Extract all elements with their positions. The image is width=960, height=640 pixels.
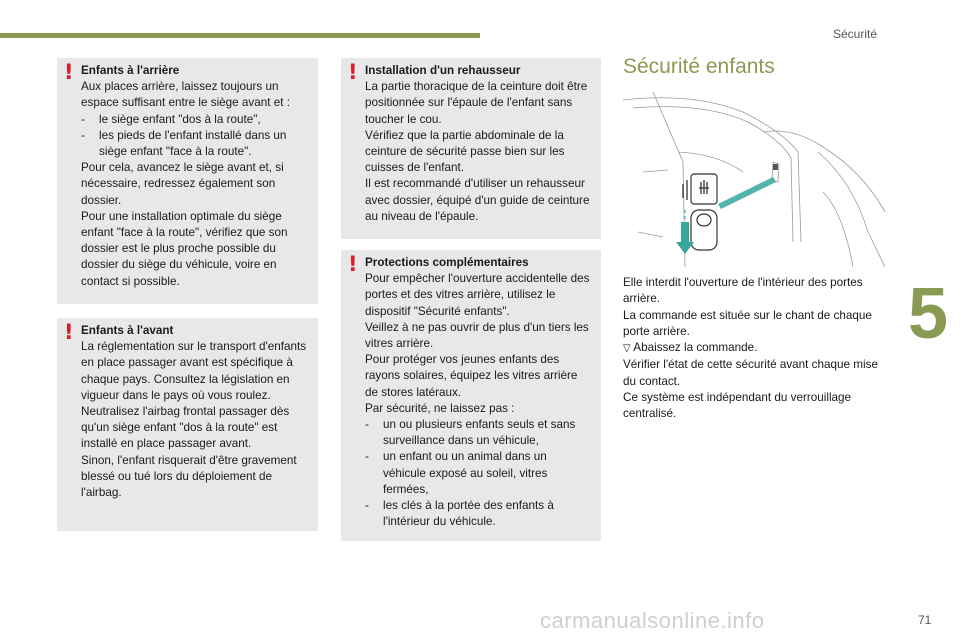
section-header: Sécurité [833,27,878,41]
door-child-lock-illustration [623,92,885,267]
page-number: 71 [918,613,932,627]
box-text: Par sécurité, ne laissez pas : [365,401,515,415]
box-title: Enfants à l'arrière [81,64,180,77]
list-item: - un enfant ou un animal dans un véhicule exposé au soleil, vitres fermées, [365,450,548,496]
box-text: Veillez à ne pas ouvrir de plus d'un tiers les vitres arrière. [365,320,589,351]
main-body [623,275,893,423]
box-text: Sinon, l'enfant risquerait d'être gravement blessé ou tué lors du déploiement de l'airbag. [81,453,297,500]
warning-icon: ! [64,320,74,344]
chapter-tab [900,264,960,364]
warning-icon: ! [348,252,358,276]
warning-box-booster [341,58,601,239]
body-line: Elle interdit l'ouverture de l'intérieur des portes arrière. [623,276,863,306]
box-text: Pour empêcher l'ouverture accidentelle des portes et des vitres arrière, utilisez le dispositif "Sécurité enfants". [365,272,590,318]
list-item: - les clés à la portée des enfants à l'intérieur du véhicule. [365,499,554,529]
warning-icon: ! [348,60,358,84]
watermark: carmanualsonline.info [540,608,765,633]
list-item: - le siège enfant "dos à la route", [81,112,261,126]
box-title: Installation d'un rehausseur [365,64,521,77]
box-text: La partie thoracique de la ceinture doit être positionnée sur l'épaule de l'enfant sans toucher le cou. [365,80,588,126]
body-line: ▽ Abaissez la commande. [623,341,758,355]
box-text: Il est recommandé d'utiliser un rehausseur avec dossier, équipé d'un guide de ceinture au niveau de l'épaule. [365,177,590,223]
body-line: Vérifier l'état de cette sécurité avant chaque mise du contact. [623,358,878,388]
box-title: Protections complémentaires [365,256,529,269]
body-line: Ce système est indépendant du verrouillage centralisé. [623,391,852,421]
warning-box-front-children [57,318,318,531]
box-text: Pour cela, avancez le siège avant et, si nécessaire, redressez également son dossier. [81,161,284,207]
box-text: Pour une installation optimale du siège enfant "face à la route", vérifiez que son dossier est le plus proche possible du dossier du siège du véhicule, voire en contact si possible. [81,209,288,288]
arrow-bullet-icon: ▽ [623,343,631,355]
top-rule [0,33,480,38]
warning-box-rear-children [57,58,318,304]
list-item: - un ou plusieurs enfants seuls et sans surveillance dans un véhicule, [365,418,576,448]
box-text: Aux places arrière, laissez toujours un espace suffisant entre le siège avant et : [81,80,290,110]
box-text: Pour protéger vos jeunes enfants des rayons solaires, équipez les vitres arrière de stores latéraux. [365,353,578,399]
warning-icon: ! [64,60,74,84]
box-text: La réglementation sur le transport d'enfants en place passager avant est spécifique à chaque pays. Consultez la législation en vigueur dans le pays où vous roulez. [81,340,307,402]
body-line: La commande est située sur le chant de chaque porte arrière. [623,308,872,338]
warning-box-extra-protection [341,250,601,541]
chapter-number: 5 [908,274,949,354]
box-text: Vérifiez que la partie abdominale de la ceinture de sécurité passe bien sur les cuisses de l'enfant. [365,128,565,175]
box-text: Neutralisez l'airbag frontal passager dès qu'un siège enfant "dos à la route" est installé en place passager avant. [81,405,290,451]
page-title: Sécurité enfants [623,55,775,78]
box-title: Enfants à l'avant [81,324,174,337]
list-item: - les pieds de l'enfant installé dans un siège enfant "face à la route". [81,128,287,159]
